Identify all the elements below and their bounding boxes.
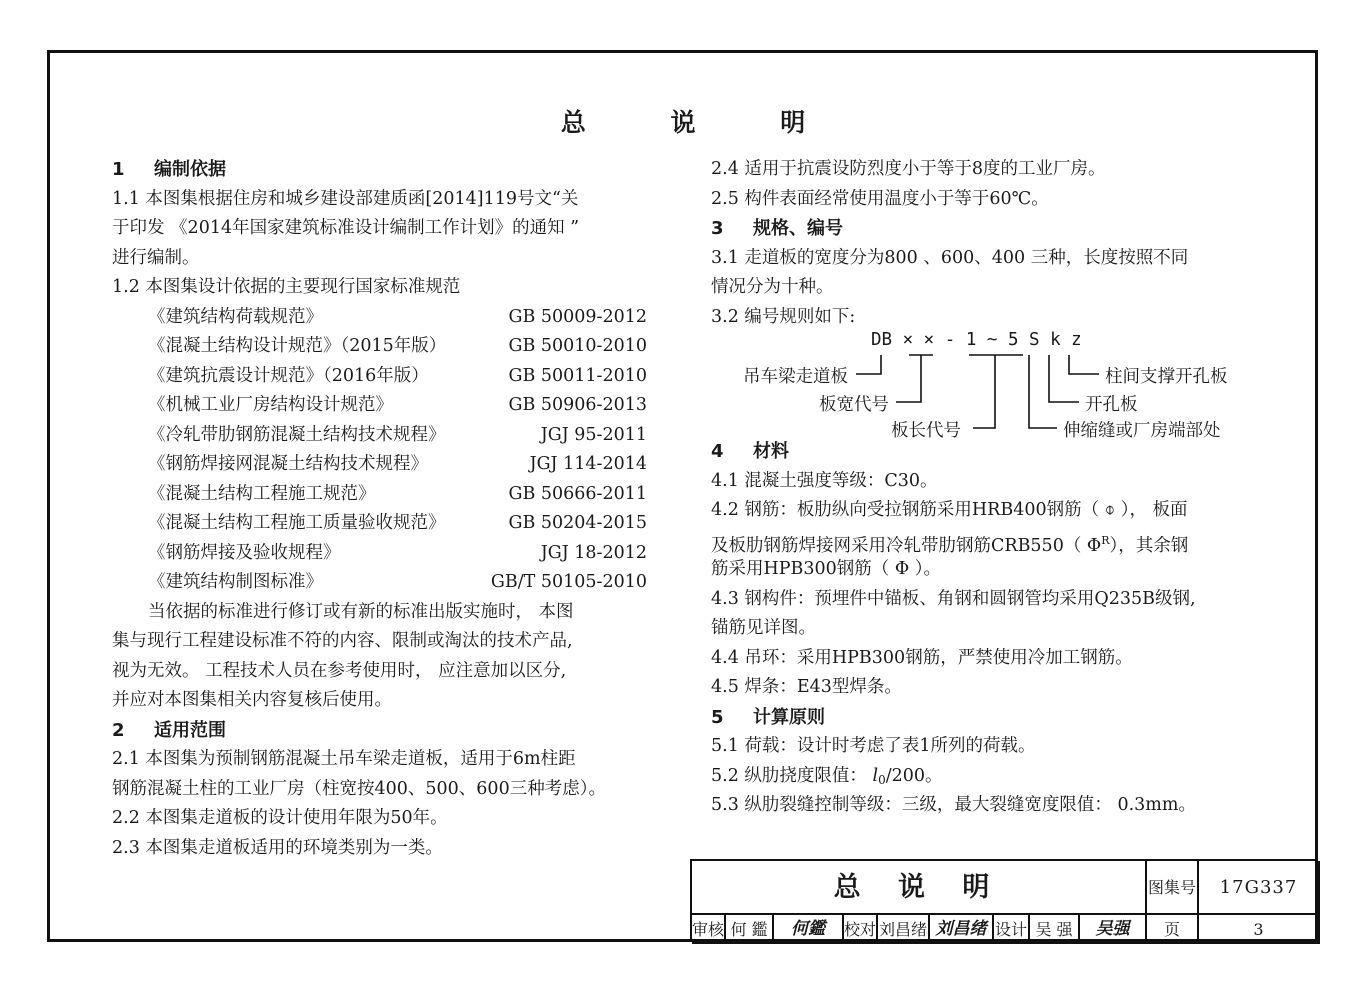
label-brace-opening: 柱间支撑开孔板 — [1105, 367, 1228, 387]
standard-row: 《建筑结构制图标准》 GB/T 50105-2010 — [148, 572, 647, 592]
check-label: 校对 — [844, 915, 878, 944]
text-line: 4.2 钢筋：板肋纵向受拉钢筋采用HRB400钢筋（ ⌽ ）， 板面 — [711, 500, 1188, 520]
checker-name: 刘昌绪 — [878, 915, 930, 944]
text-line: 当依据的标准进行修订或有新的标准出版实施时， 本图 — [148, 601, 574, 622]
page-number: 3 — [1199, 915, 1320, 944]
standard-row: 《混凝土结构设计规范》（2015年版） GB 50010-2010 — [148, 336, 647, 356]
text-line: 4.1 混凝土强度等级：C30。 — [711, 470, 938, 491]
standard-row: 《混凝土结构工程施工规范》 GB 50666-2011 — [148, 483, 647, 504]
page-title: 总 说 明 — [560, 108, 844, 137]
reviewer-signature: 何鑑 — [774, 915, 844, 944]
text-line: 锚筋见详图。 — [711, 618, 816, 638]
standard-row: 《机械工业厂房结构设计规范》 GB 50906-2013 — [148, 395, 647, 415]
design-label: 设计 — [994, 915, 1030, 944]
standard-row: 《建筑抗震设计规范》（2016年版） GB 50011-2010 — [148, 365, 647, 386]
right-column-bottom — [711, 437, 1256, 821]
titleblock-title: 总 说 明 — [692, 861, 1147, 915]
text-line: 3.2 编号规则如下: — [711, 306, 856, 327]
text-line: 情况分为十种。 — [711, 277, 834, 297]
text-line: 进行编制。 — [112, 247, 200, 268]
text-line: 4.5 焊条：E43型焊条。 — [711, 677, 902, 697]
text-line: 1.1 本图集根据住房和城乡建设部建质函[2014]119号文“关 — [112, 188, 579, 209]
page-label: 页 — [1147, 915, 1199, 944]
label-length-code: 板长代号 — [891, 421, 961, 441]
label-width-code: 板宽代号 — [819, 395, 889, 415]
text-line: 并应对本图集相关内容复核后使用。 — [112, 690, 392, 710]
code-format: DB × × - 1 ~ 5 S k z — [871, 330, 1082, 350]
checker-signature: 刘昌绪 — [930, 915, 994, 944]
section-heading-4: 4 材料 — [711, 441, 789, 462]
reviewer-name: 何 鑑 — [726, 915, 774, 944]
right-column-top — [711, 155, 1256, 332]
text-line: 5.3 纵肋裂缝控制等级：三级，最大裂缝宽度限值： 0.3mm。 — [711, 795, 1196, 815]
standard-row: 《混凝土结构工程施工质量验收规范》 GB 50204-2015 — [148, 513, 647, 533]
label-opening: 开孔板 — [1085, 395, 1138, 415]
section-heading-1: 1 编制依据 — [112, 159, 226, 180]
section-heading-3: 3 规格、编号 — [711, 218, 843, 239]
standard-row: 《冷轧带肋钢筋混凝土结构技术规程》 JGJ 95-2011 — [148, 424, 647, 445]
text-line: 4.4 吊环：采用HPB300钢筋，严禁使用冷加工钢筋。 — [711, 647, 1133, 668]
text-line: 2.2 本图集走道板的设计使用年限为50年。 — [112, 808, 448, 828]
text-line: 2.4 适用于抗震设防烈度小于等于8度的工业厂房。 — [711, 159, 1106, 179]
text-line: 4.3 钢构件：预埋件中锚板、角钢和圆钢管均采用Q235B级钢, — [711, 588, 1196, 609]
review-label: 审核 — [692, 915, 726, 944]
text-line: 钢筋混凝土柱的工业厂房（柱宽按400、500、600三种考虑）。 — [112, 778, 606, 799]
label-crane-beam-walkway: 吊车梁走道板 — [743, 367, 848, 387]
text-line: 5.1 荷载：设计时考虑了表1所列的荷载。 — [711, 736, 1036, 756]
text-line: 3.1 走道板的宽度分为800 、600、400 三种，长度按照不同 — [711, 247, 1189, 268]
text-line: 2.1 本图集为预制钢筋混凝土吊车梁走道板，适用于6m柱距 — [112, 749, 576, 769]
label-expansion-joint: 伸缩缝或厂房端部处 — [1063, 421, 1221, 441]
text-line: 2.5 构件表面经常使用温度小于等于60℃。 — [711, 188, 1049, 209]
text-line: 视为无效。 工程技术人员在参考使用时， 应注意加以区分, — [112, 660, 567, 681]
section-heading-2: 2 适用范围 — [112, 719, 226, 741]
standard-row: 《建筑结构荷载规范》 GB 50009-2012 — [148, 306, 647, 327]
standard-row: 《钢筋焊接及验收规程》 JGJ 18-2012 — [148, 542, 647, 563]
text-line: 于印发 《2014年国家建筑标准设计编制工作计划》的通知 ” — [112, 218, 580, 238]
numbering-scheme-diagram — [711, 330, 1271, 440]
standard-row: 《钢筋焊接网混凝土结构技术规程》 JGJ 114-2014 — [148, 454, 647, 474]
atlas-number: 17G337 — [1199, 861, 1320, 915]
title-block — [690, 859, 1318, 942]
designer-signature: 吴强 — [1080, 915, 1147, 944]
text-line: 集与现行工程建设标准不符的内容、限制或淘汰的技术产品, — [112, 631, 573, 651]
left-column — [112, 155, 652, 863]
text-line: 1.2 本图集设计依据的主要现行国家标准规范 — [112, 277, 461, 297]
atlas-number-label: 图集号 — [1147, 861, 1199, 915]
text-line: 筋采用HPB300钢筋（ Φ ）。 — [711, 559, 942, 579]
designer-name: 吴 强 — [1030, 915, 1080, 944]
text-line: 2.3 本图集走道板适用的环境类别为一类。 — [112, 837, 443, 858]
text-line: 5.2 纵肋挠度限值： $l_0/200$。 — [711, 765, 943, 787]
section-heading-5: 5 计算原则 — [711, 706, 825, 728]
text-line: 及板肋钢筋焊接网采用冷轧带肋钢筋CRB550（ $\Phi^R$），其余钢 — [711, 533, 1189, 556]
